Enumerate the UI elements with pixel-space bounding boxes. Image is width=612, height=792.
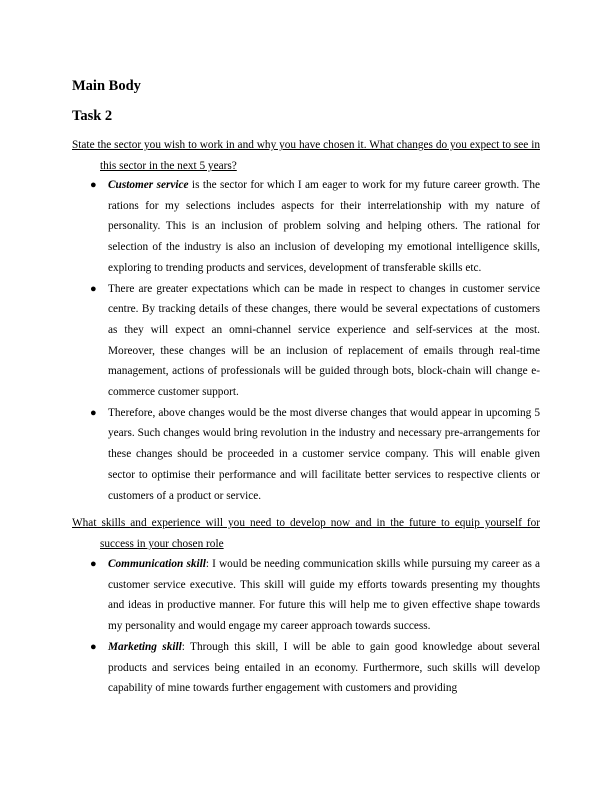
question-sector: State the sector you wish to work in and why you have chosen it. What changes do you expect to see in this sector in the next 5 years? <box>72 139 540 172</box>
bullet-dot-icon: ● <box>90 640 97 653</box>
bullet-dot-icon: ● <box>90 558 97 570</box>
bullet-text: : Through this skill, I will be able to gain good knowledge about several products and services being entailed in an economy. Furthermore, such skills will develop capability of mine towards further engagement with customers and providing <box>108 640 540 695</box>
question-skills: What skills and experience will you need to develop now and in the future to equip yourself for success in your chosen role <box>72 517 540 550</box>
bullet-term: Marketing skill <box>108 640 182 653</box>
list-item <box>72 554 540 637</box>
bullet-text: is the sector for which I am eager to work for my future career growth. The rations for my selections includes aspects for their interrelationship with my nature of personality. This is an inclusion of problem solving and helping others. The rational for selection of the industry is also an inclusion of developing my emotional intelligence skills, exploring to trending products and services, development of transferable skills etc. <box>108 179 540 274</box>
bullet-list-sector <box>72 175 540 506</box>
bullet-term: Customer service <box>108 179 189 191</box>
bullet-dot-icon: ● <box>90 282 97 295</box>
bullet-text: There are greater expectations which can be made in respect to changes in customer service centre. By tracking details of these changes, there would be several expectations of customers as they will expect an omni-channel service experience and self-services at the most. Moreover, these changes will be an inclusion of replacement of emails through real-time management, actions of professionals will be guided through bots, block-chain will change e-commerce customer support. <box>108 282 540 399</box>
bullet-list-skills <box>72 554 540 699</box>
list-item <box>72 175 540 279</box>
main-body-heading: Main Body <box>72 78 141 94</box>
task-heading: Task 2 <box>72 108 113 124</box>
bullet-text: Therefore, above changes would be the most diverse changes that would appear in upcoming 5 years. Such changes would bring revolution in the industry and necessary pre-arrangements for these changes should be proceeded in a customer service company. This will enable given sector to optimise their performance and will facilitate better services to respective clients or customers of a product or service. <box>108 406 540 502</box>
list-item <box>72 637 540 699</box>
list-item <box>72 279 540 403</box>
bullet-text: : I would be needing communication skills while pursuing my career as a customer service executive. This skill will guide my efforts towards presenting my thoughts and ideas in productive manner. For future this will help me to given effective shape towards my personality and would engage my career approach towards success. <box>108 558 540 633</box>
bullet-dot-icon: ● <box>90 406 97 419</box>
bullet-term: Communication skill <box>108 558 206 570</box>
list-item <box>72 403 540 507</box>
bullet-dot-icon: ● <box>90 179 97 191</box>
